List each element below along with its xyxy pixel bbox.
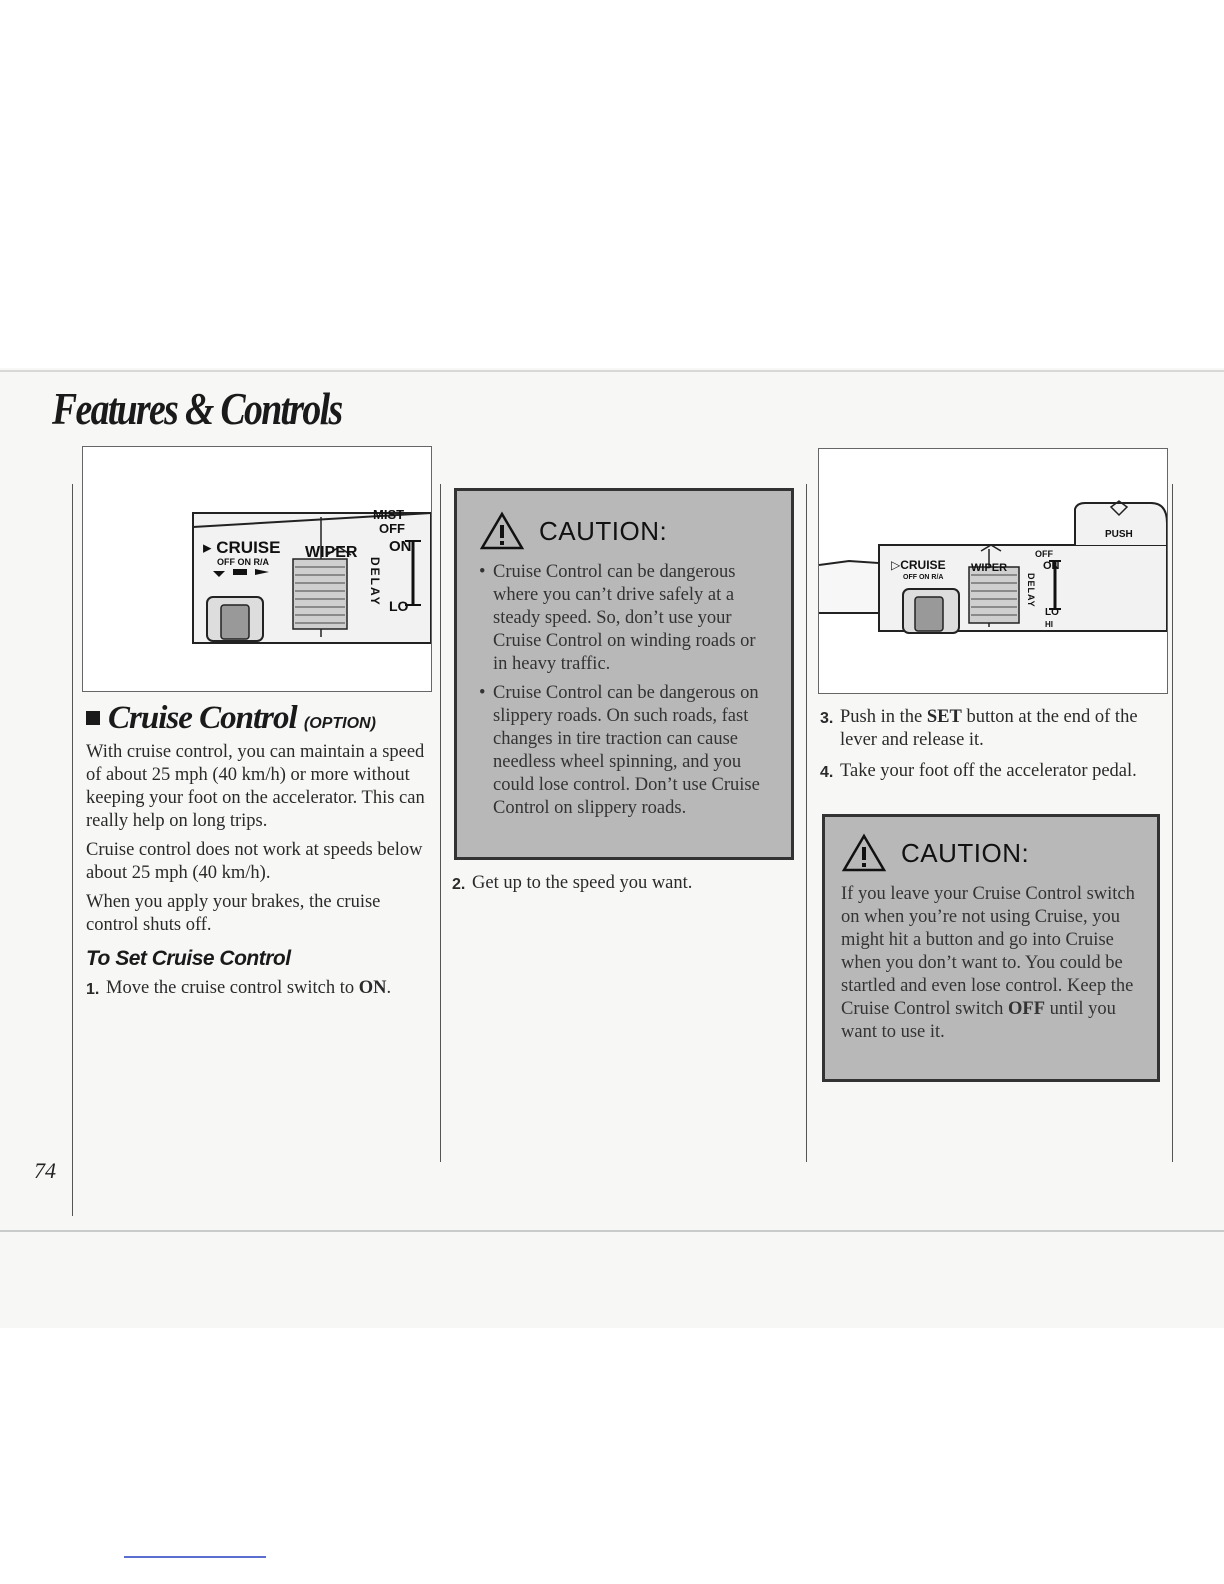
column-rule-left [72,484,73,1216]
column-1 [86,700,428,1009]
caution-bullet-winding-roads: • Cruise Control can be dangerous where you can’t drive safely at a steady speed. So, don’t use your Cruise Control on winding roads or in heavy traffic. [479,561,769,676]
warning-triangle-icon [479,511,525,551]
cruise-lever-figure-left [82,446,432,692]
step-text: Move the cruise control switch to ON. [106,978,392,998]
step-text: Push in the SET button at the end of the lever and release it. [840,707,1138,750]
cruise-control-heading [86,700,428,737]
section-title: Features & Controls [52,383,342,434]
caution-header [479,511,769,551]
step-number: 3. [820,710,834,727]
step-1 [86,977,428,1001]
heading-bullet [86,711,100,725]
wiper-label: WIPER [305,544,358,561]
caution-header [841,833,1141,873]
caution-title: CAUTION: [901,837,1030,868]
on-label: ON [389,538,412,555]
lever-illustration-right [819,449,1167,693]
lever-illustration-left [83,447,431,691]
caution-box-driving-conditions [454,488,794,860]
column-2 [452,872,792,904]
push-label: PUSH [1105,529,1133,540]
option-tag: (OPTION) [303,715,376,732]
step-text: Take your foot off the accelerator pedal. [840,761,1137,781]
column-3 [820,706,1166,792]
off-label-right: OFF [1035,549,1053,559]
mist-label: MIST [373,507,405,522]
step-text: Get up to the speed you want. [472,873,693,893]
paragraph-intro: With cruise control, you can maintain a speed of about 25 mph (40 km/h) or more without keeping your foot on the accelerator. This can really help on long trips. [86,742,425,831]
caution-list [479,561,769,820]
cruise-positions-label-right: OFF ON R/A [903,574,944,581]
on-label-right: ON [1043,560,1060,572]
to-set-heading: To Set Cruise Control [86,947,291,970]
column-rule-middle-left [440,484,441,1162]
cruise-label-right: ▷CRUISE [891,558,946,572]
step-number: 1. [86,981,100,998]
lo-label-right: LO [1045,607,1059,618]
bottom-divider [0,1230,1224,1232]
lo-label: LO [389,598,409,614]
paragraph-min-speed: Cruise control does not work at speeds below about 25 mph (40 km/h). [86,840,423,883]
hi-label-right: HI [1045,620,1053,629]
caution-bullet-slippery-roads: • Cruise Control can be dangerous on slippery roads. On such roads, fast changes in tire traction can cause needless wheel spinning, and you could lose control. Don’t use Cruise Control on slippery roads. [479,682,769,820]
step-number: 2. [452,876,466,893]
heading-text: Cruise Control [108,700,297,736]
step-4 [820,760,1166,784]
step-number: 4. [820,764,834,781]
wiper-label-right: WIPER [971,562,1008,574]
page-number: 74 [34,1158,56,1183]
paragraph-brakes: When you apply your brakes, the cruise control shuts off. [86,892,381,935]
step-2 [452,872,792,896]
cruise-positions-label: OFF ON R/A [217,557,269,567]
caution-box-switch-off [822,814,1160,1082]
off-label: OFF [379,521,405,536]
column-rule-right [1172,484,1173,1162]
cruise-lever-figure-right [818,448,1168,694]
cruise-label: ▸ CRUISE [203,538,281,557]
bottom-link-underline [124,1556,266,1558]
step-3 [820,706,1166,752]
delay-label-right: DELAY [1026,573,1036,608]
delay-label: DELAY [368,557,382,607]
warning-triangle-icon [841,833,887,873]
column-rule-middle-right [806,484,807,1162]
top-divider [0,370,1224,372]
caution-text: If you leave your Cruise Control switch on when you’re not using Cruise, you might hit a button and go into Cruise when you don’t want to. You could be startled and even lose control. Keep the Cruise Control switch OFF until you want to use it. [841,884,1135,1042]
caution-title: CAUTION: [539,515,668,546]
